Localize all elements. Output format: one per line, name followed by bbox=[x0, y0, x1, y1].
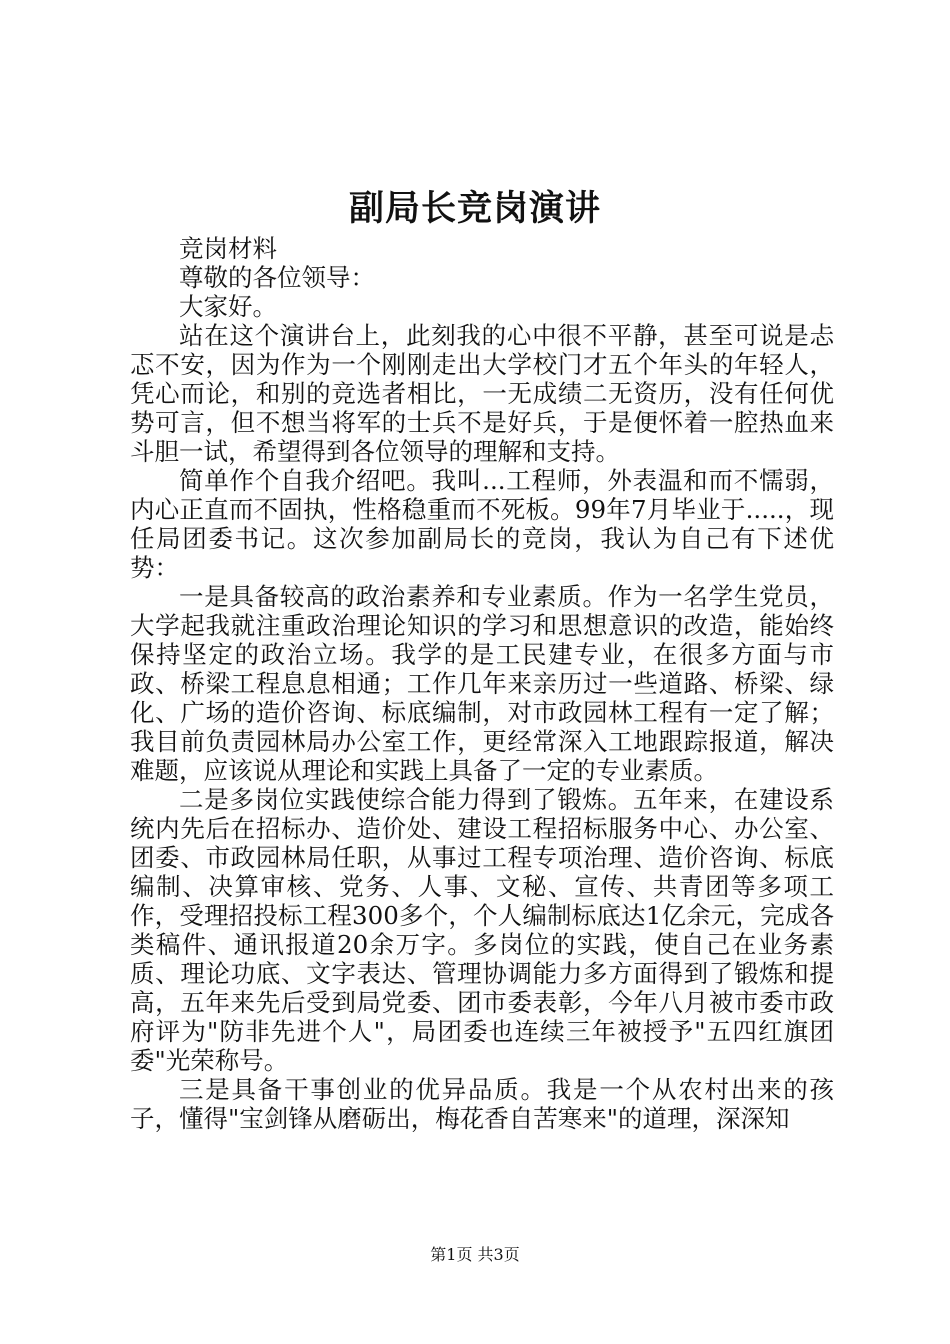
page-number-footer: 第1页 共3页 bbox=[430, 1245, 520, 1264]
paragraph: 一是具备较高的政治素养和专业素质。作为一名学生党员，大学起我就注重政治理论知识的学习和思想意识的改造，能始终保持坚定的政治立场。我学的是工民建专业，在很多方面与市政、桥梁工程息息相通；工作几年来亲历过一些道路、桥梁、绿化、广场的造价咨询、标底编制，对市政园林工程有一定了解；我目前负责园林局办公室工作，更经常深入工地跟踪报道，解决难题，应该说从理论和实践上具备了一定的专业素质。 bbox=[130, 582, 834, 785]
paragraph: 竞岗材料 bbox=[179, 234, 277, 263]
paragraph: 三是具备干事创业的优异品质。我是一个从农村出来的孩子，懂得"宝剑锋从磨砺出，梅花香自苦寒来"的道理，深深知 bbox=[130, 1075, 834, 1133]
paragraph: 站在这个演讲台上，此刻我的心中很不平静，甚至可说是忐忑不安，因为作为一个刚刚走出大学校门才五个年头的年轻人，凭心而论，和别的竞选者相比，一无成绩二无资历，没有任何优势可言，但不想当将军的士兵不是好兵，于是便怀着一腔热血来斗胆一试，希望得到各位领导的理解和支持。 bbox=[130, 321, 834, 466]
paragraph: 简单作个自我介绍吧。我叫...工程师，外表温和而不懦弱，内心正直而不固执，性格稳重而不死板。99年7月毕业于.....，现任局团委书记。这次参加副局长的竞岗，我认为自己有下述优势： bbox=[130, 466, 834, 582]
paragraph: 二是多岗位实践使综合能力得到了锻炼。五年来，在建设系统内先后在招标办、造价处、建设工程招标服务中心、办公室、团委、市政园林局任职，从事过工程专项治理、造价咨询、标底编制、决算审核、党务、人事、文秘、宣传、共青团等多项工作，受理招投标工程300多个，个人编制标底达1亿余元，完成各类稿件、通讯报道20余万字。多岗位的实践，使自己在业务素质、理论功底、文字表达、管理协调能力多方面得到了锻炼和提高，五年来先后受到局党委、团市委表彰，今年八月被市委市政府评为"防非先进个人"，局团委也连续三年被授予"五四红旗团委"光荣称号。 bbox=[130, 785, 834, 1075]
paragraph: 大家好。 bbox=[179, 292, 277, 321]
document-body bbox=[130, 234, 834, 1133]
page-title: 副局长竞岗演讲 bbox=[348, 188, 601, 229]
paragraph: 尊敬的各位领导： bbox=[179, 263, 375, 292]
